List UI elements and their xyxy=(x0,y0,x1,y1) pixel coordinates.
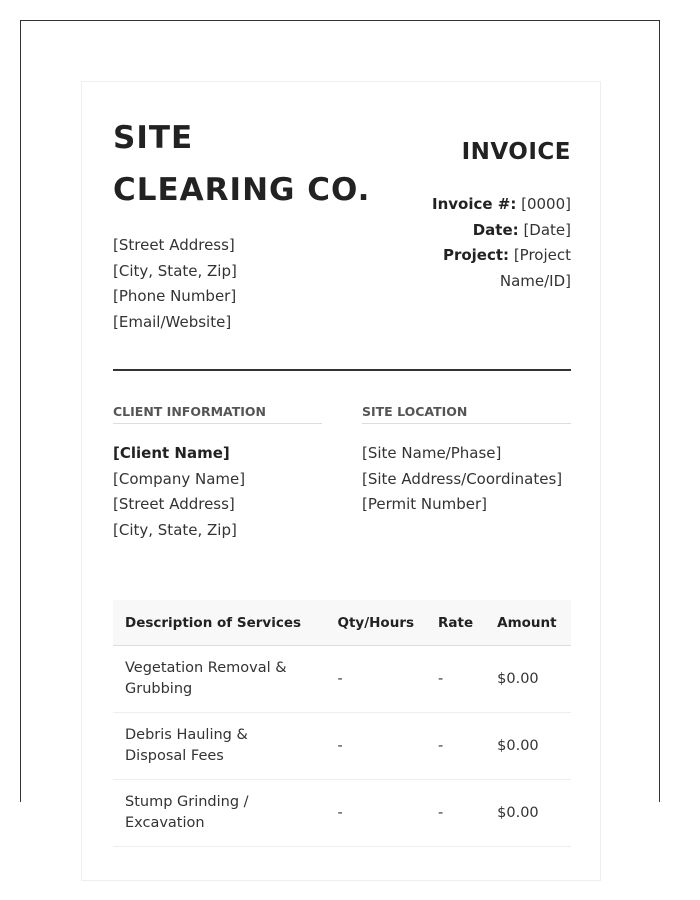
invoice-date-row xyxy=(371,218,571,244)
client-details xyxy=(113,441,322,543)
header-description: Description of Services xyxy=(113,600,325,646)
client-name: [Client Name] xyxy=(113,444,230,462)
row-amount: $0.00 xyxy=(485,780,571,847)
company-address-block xyxy=(113,233,237,336)
row-rate: - xyxy=(426,713,485,780)
invoice-date-value: [Date] xyxy=(523,220,571,239)
company-email-website: [Email/Website] xyxy=(113,313,232,332)
row-amount: $0.00 xyxy=(485,646,571,713)
header-amount: Amount xyxy=(485,600,571,646)
table-row xyxy=(113,713,571,780)
company-phone: [Phone Number] xyxy=(113,287,237,306)
invoice-project-label: Project: xyxy=(442,246,510,265)
site-details xyxy=(362,441,571,518)
company-city-state-zip: [City, State, Zip] xyxy=(113,261,237,280)
row-description: Vegetation Removal & Grubbing xyxy=(113,646,325,713)
header-qty-hours: Qty/Hours xyxy=(325,600,426,646)
row-qty: - xyxy=(325,780,426,847)
row-description: Debris Hauling & Disposal Fees xyxy=(113,713,325,780)
row-description: Stump Grinding / Excavation xyxy=(113,780,325,847)
invoice-header xyxy=(113,82,571,330)
site-location-heading: SITE LOCATION xyxy=(362,404,571,424)
invoice-number-row xyxy=(371,192,571,218)
invoice-meta xyxy=(371,192,571,295)
table-row xyxy=(113,780,571,847)
invoice-document xyxy=(81,81,601,881)
client-information-heading: CLIENT INFORMATION xyxy=(113,404,322,424)
header-divider xyxy=(113,369,571,371)
invoice-number-label: Invoice #: xyxy=(431,195,517,213)
client-street: [Street Address] xyxy=(113,495,235,513)
site-permit-number: [Permit Number] xyxy=(362,495,488,513)
invoice-project-value: [Project Name/ID] xyxy=(499,246,571,291)
page-viewport xyxy=(20,20,660,831)
row-rate: - xyxy=(426,646,485,713)
site-name-phase: [Site Name/Phase] xyxy=(362,444,502,462)
table-header-row xyxy=(113,600,571,646)
invoice-title: INVOICE xyxy=(461,139,571,165)
services-table xyxy=(113,600,571,847)
site-address: [Site Address/Coordinates] xyxy=(362,469,563,488)
site-location-section xyxy=(362,404,571,518)
row-rate: - xyxy=(426,780,485,847)
company-name: SITE CLEARING CO. xyxy=(113,120,371,208)
invoice-date-label: Date: xyxy=(472,220,519,239)
company-street: [Street Address] xyxy=(113,236,235,254)
table-row xyxy=(113,646,571,713)
header-rate: Rate xyxy=(426,600,485,646)
client-city-state-zip: [City, State, Zip] xyxy=(113,520,237,539)
row-amount: $0.00 xyxy=(485,713,571,780)
invoice-project-row xyxy=(371,243,571,294)
client-company: [Company Name] xyxy=(113,469,246,488)
row-qty: - xyxy=(325,713,426,780)
row-qty: - xyxy=(325,646,426,713)
invoice-content xyxy=(113,82,571,831)
client-information-section xyxy=(113,404,322,543)
invoice-number-value: [0000] xyxy=(521,195,571,213)
